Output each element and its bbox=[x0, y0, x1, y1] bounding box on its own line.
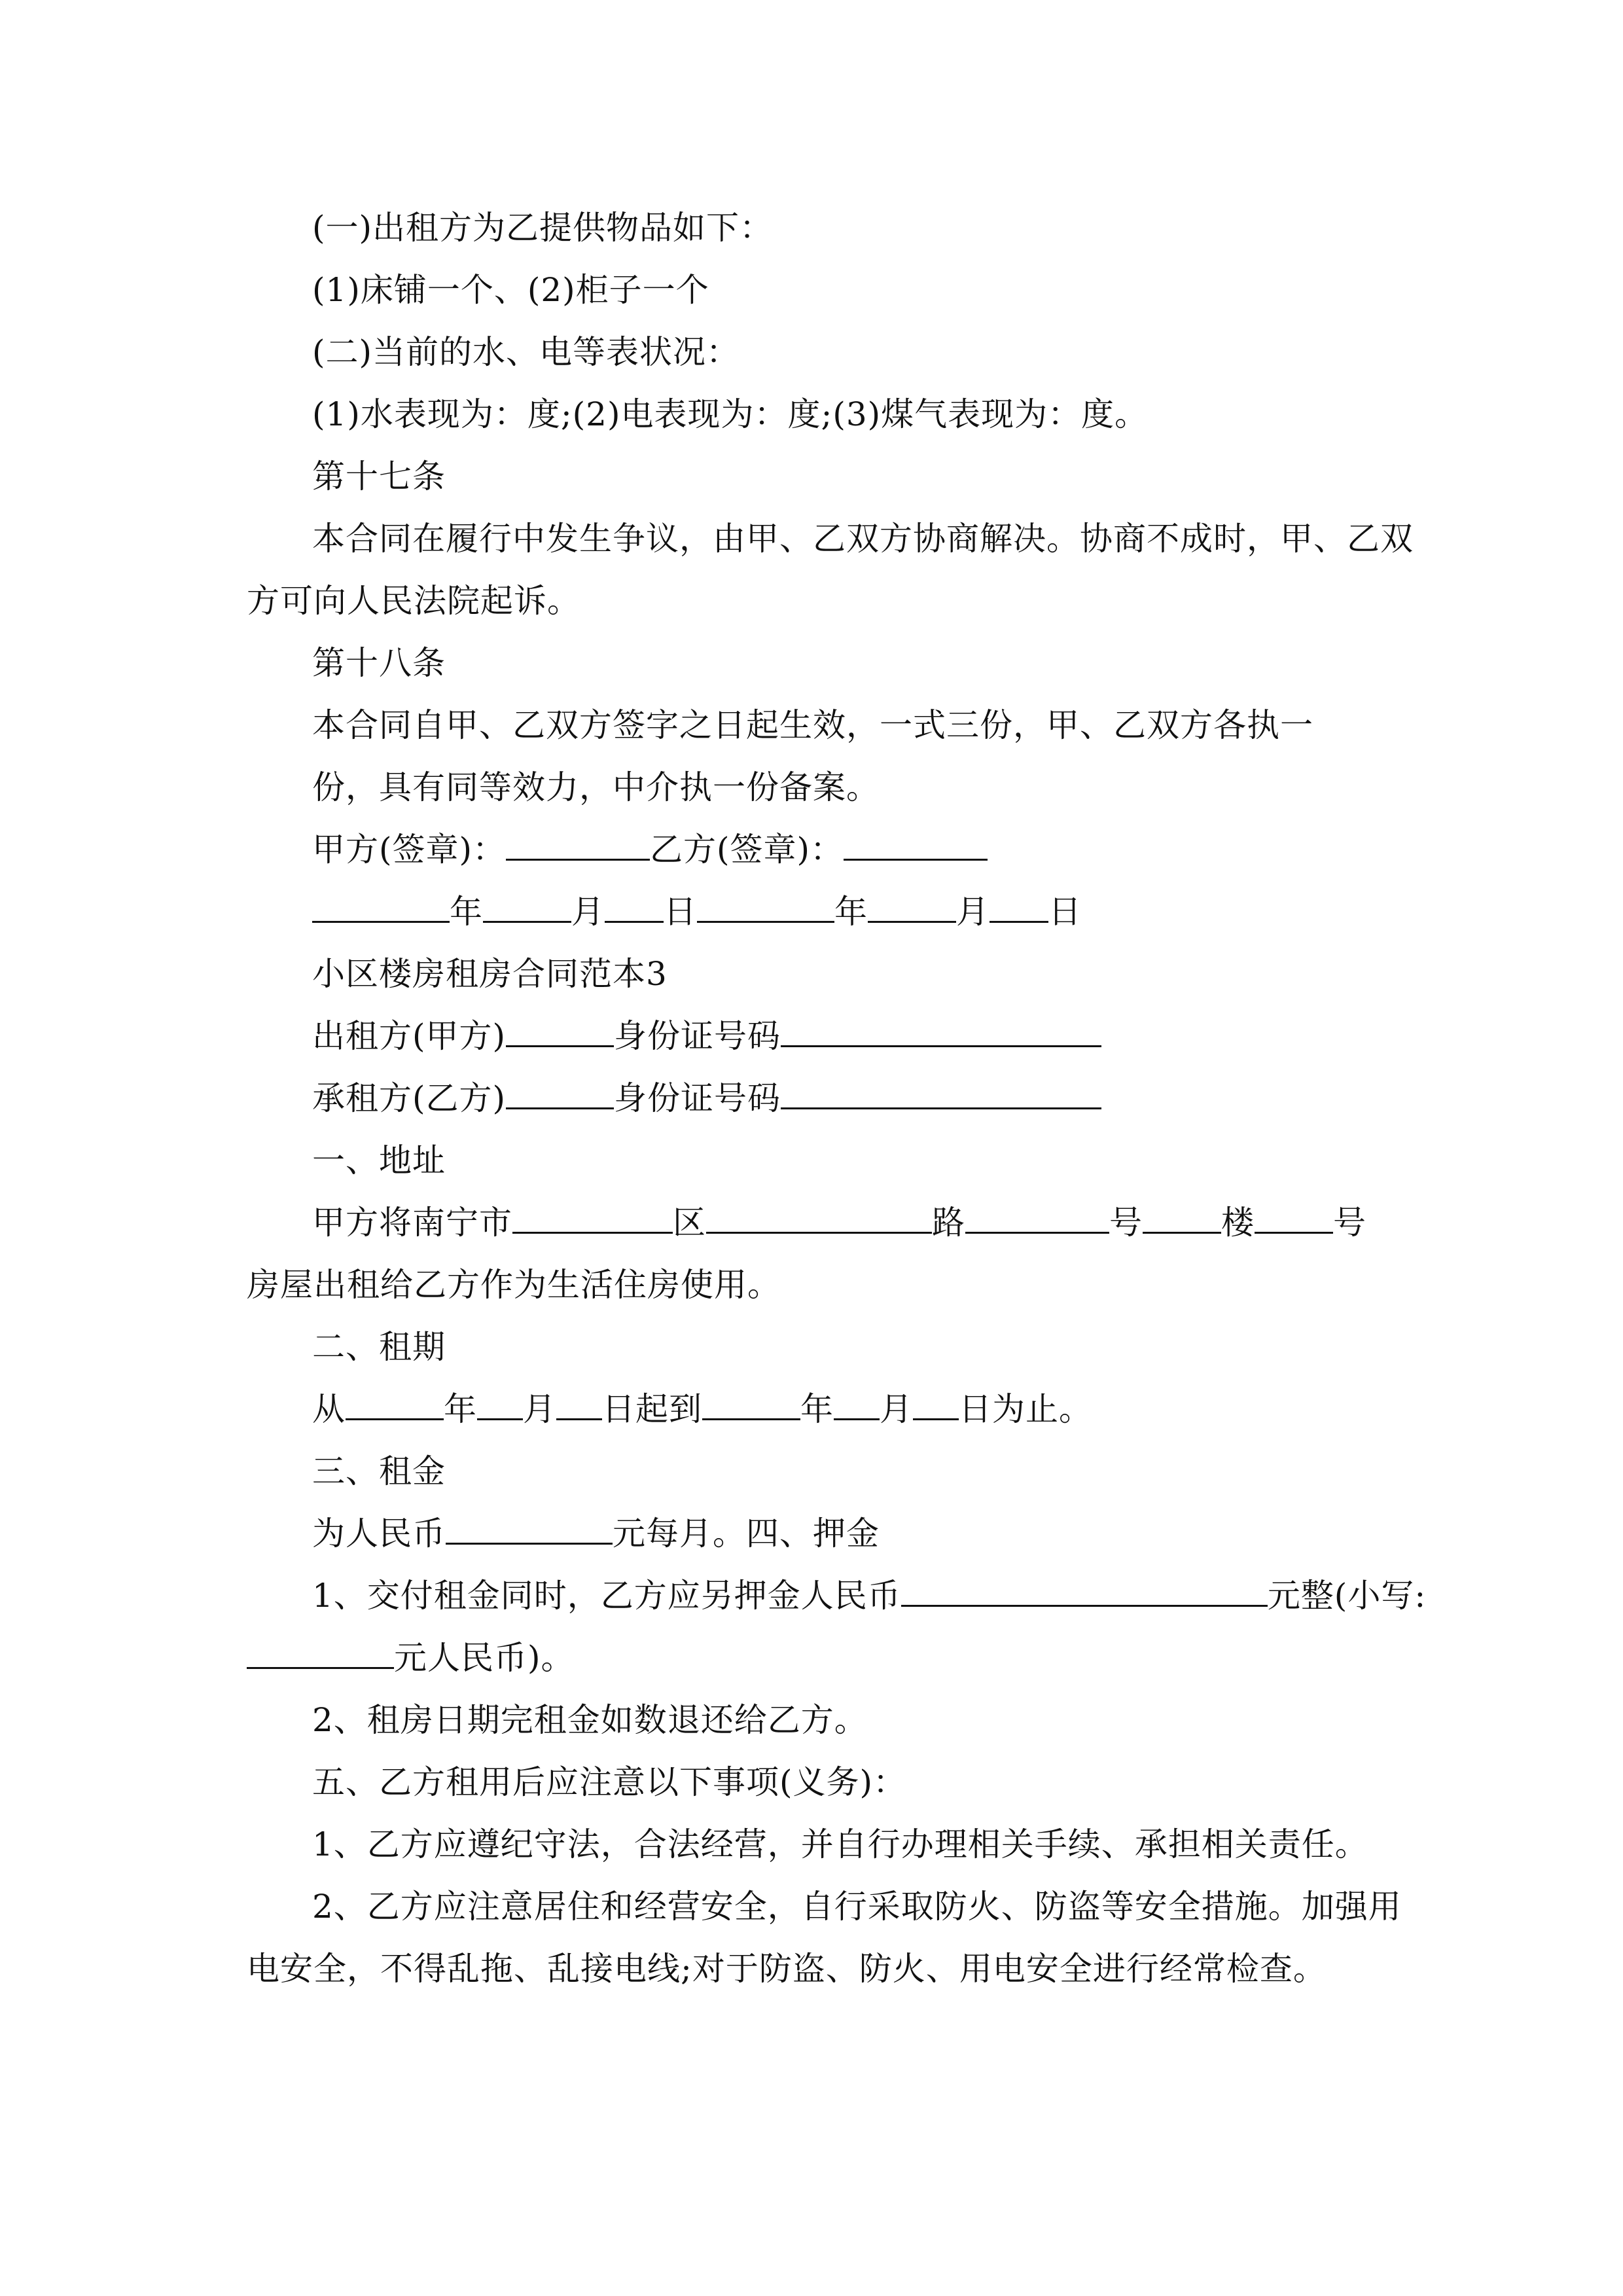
lessee-id-blank[interactable] bbox=[781, 1079, 1101, 1109]
lessor-line bbox=[312, 1016, 1101, 1056]
deposit-line-2 bbox=[247, 1638, 575, 1677]
year-label: 年 bbox=[450, 893, 483, 931]
party-a-sign-label: 甲方(签章)： bbox=[312, 831, 507, 869]
article-18-heading: 第十八条 bbox=[312, 644, 446, 682]
rent-line bbox=[312, 1514, 880, 1553]
date-blank[interactable] bbox=[990, 892, 1048, 923]
term-text: 日起到 bbox=[602, 1390, 702, 1428]
address-text: 路 bbox=[932, 1204, 965, 1242]
provided-items-heading: (一)出租方为乙提供物品如下： bbox=[312, 209, 774, 247]
term-text: 日为止。 bbox=[959, 1390, 1092, 1428]
address-text: 号 bbox=[1333, 1204, 1366, 1242]
article-18-text-2: 份，具有同等效力，中介执一份备案。 bbox=[312, 768, 880, 806]
district-blank[interactable] bbox=[512, 1203, 673, 1234]
address-text: 区 bbox=[673, 1204, 706, 1242]
building-blank[interactable] bbox=[1143, 1203, 1221, 1234]
deposit-numeric-blank[interactable] bbox=[247, 1638, 394, 1669]
provided-items-list: (1)床铺一个、(2)柜子一个 bbox=[312, 271, 709, 309]
party-b-sign-blank[interactable] bbox=[844, 830, 988, 861]
month-label: 月 bbox=[571, 893, 605, 931]
deposit-text: 1、交付租金同时，乙方应另押金人民币 bbox=[312, 1577, 901, 1615]
address-text: 号 bbox=[1109, 1204, 1143, 1242]
article-17-heading: 第十七条 bbox=[312, 457, 446, 495]
end-month-blank[interactable] bbox=[834, 1390, 880, 1420]
number-blank[interactable] bbox=[965, 1203, 1109, 1234]
meter-status-heading: (二)当前的水、电等表状况： bbox=[312, 333, 740, 371]
obligation-2-line-1: 2、乙方应注意居住和经营安全，自行采取防火、防盗等安全措施。加强用 bbox=[312, 1888, 1402, 1926]
term-text: 年 bbox=[800, 1390, 834, 1428]
end-year-blank[interactable] bbox=[702, 1390, 800, 1420]
obligation-1: 1、乙方应遵纪守法，合法经营，并自行办理相关手续、承担相关责任。 bbox=[312, 1825, 1368, 1863]
signature-line bbox=[312, 830, 988, 869]
date-blank[interactable] bbox=[868, 892, 956, 923]
month-label: 月 bbox=[956, 893, 990, 931]
start-year-blank[interactable] bbox=[346, 1390, 444, 1420]
year-label: 年 bbox=[834, 893, 868, 931]
signature-date-line bbox=[312, 892, 1082, 931]
date-blank[interactable] bbox=[312, 892, 450, 923]
meter-readings: (1)水表现为：度;(2)电表现为：度;(3)煤气表现为：度。 bbox=[312, 395, 1149, 433]
party-b-sign-label: 乙方(签章)： bbox=[650, 831, 844, 869]
rent-text: 为人民币 bbox=[312, 1515, 446, 1552]
date-blank[interactable] bbox=[697, 892, 834, 923]
room-blank[interactable] bbox=[1255, 1203, 1333, 1234]
road-blank[interactable] bbox=[706, 1203, 932, 1234]
day-label: 日 bbox=[664, 893, 697, 931]
party-a-sign-blank[interactable] bbox=[506, 830, 650, 861]
rent-text: 元每月。四、押金 bbox=[613, 1515, 880, 1552]
section-rent-heading: 三、租金 bbox=[312, 1452, 446, 1490]
lessee-label: 承租方(乙方) bbox=[312, 1079, 507, 1117]
rent-amount-blank[interactable] bbox=[446, 1514, 613, 1545]
article-17-text-1: 本合同在履行中发生争议，由甲、乙双方协商解决。协商不成时，甲、乙双 bbox=[312, 520, 1414, 558]
start-day-blank[interactable] bbox=[556, 1390, 602, 1420]
article-17-text-2: 方可向人民法院起诉。 bbox=[247, 582, 580, 620]
lessor-id-blank[interactable] bbox=[781, 1016, 1101, 1047]
day-label: 日 bbox=[1048, 893, 1082, 931]
lessor-label: 出租方(甲方) bbox=[312, 1017, 507, 1055]
deposit-text: 元人民币)。 bbox=[394, 1639, 575, 1677]
term-text: 月 bbox=[523, 1390, 556, 1428]
section-address-heading: 一、地址 bbox=[312, 1141, 446, 1179]
section-obligations-heading: 五、乙方租用后应注意以下事项(义务)： bbox=[312, 1763, 907, 1801]
address-text: 甲方将南宁市 bbox=[312, 1204, 512, 1242]
article-18-text-1: 本合同自甲、乙双方签字之日起生效，一式三份，甲、乙双方各执一 bbox=[312, 706, 1313, 744]
date-blank[interactable] bbox=[483, 892, 571, 923]
address-line bbox=[312, 1203, 1366, 1242]
deposit-text: 元整(小写: bbox=[1267, 1577, 1427, 1615]
term-line bbox=[312, 1390, 1092, 1429]
address-text: 楼 bbox=[1221, 1204, 1255, 1242]
deposit-line-1 bbox=[312, 1576, 1426, 1615]
sample-3-title: 小区楼房租房合同范本3 bbox=[312, 955, 668, 993]
obligation-2-line-2: 电安全，不得乱拖、乱接电线;对于防盗、防火、用电安全进行经常检查。 bbox=[247, 1950, 1327, 1988]
lessee-name-blank[interactable] bbox=[506, 1079, 614, 1109]
start-month-blank[interactable] bbox=[477, 1390, 523, 1420]
deposit-amount-blank[interactable] bbox=[901, 1576, 1268, 1607]
term-text: 年 bbox=[444, 1390, 477, 1428]
id-number-label: 身份证号码 bbox=[614, 1017, 781, 1055]
term-text: 月 bbox=[880, 1390, 913, 1428]
end-day-blank[interactable] bbox=[913, 1390, 959, 1420]
term-text: 从 bbox=[312, 1390, 346, 1428]
address-purpose: 房屋出租给乙方作为生活住房使用。 bbox=[247, 1266, 781, 1304]
lessor-name-blank[interactable] bbox=[506, 1016, 614, 1047]
section-term-heading: 二、租期 bbox=[312, 1328, 446, 1366]
id-number-label: 身份证号码 bbox=[614, 1079, 781, 1117]
deposit-return: 2、租房日期完租金如数退还给乙方。 bbox=[312, 1701, 868, 1739]
date-blank[interactable] bbox=[605, 892, 664, 923]
lessee-line bbox=[312, 1079, 1101, 1118]
